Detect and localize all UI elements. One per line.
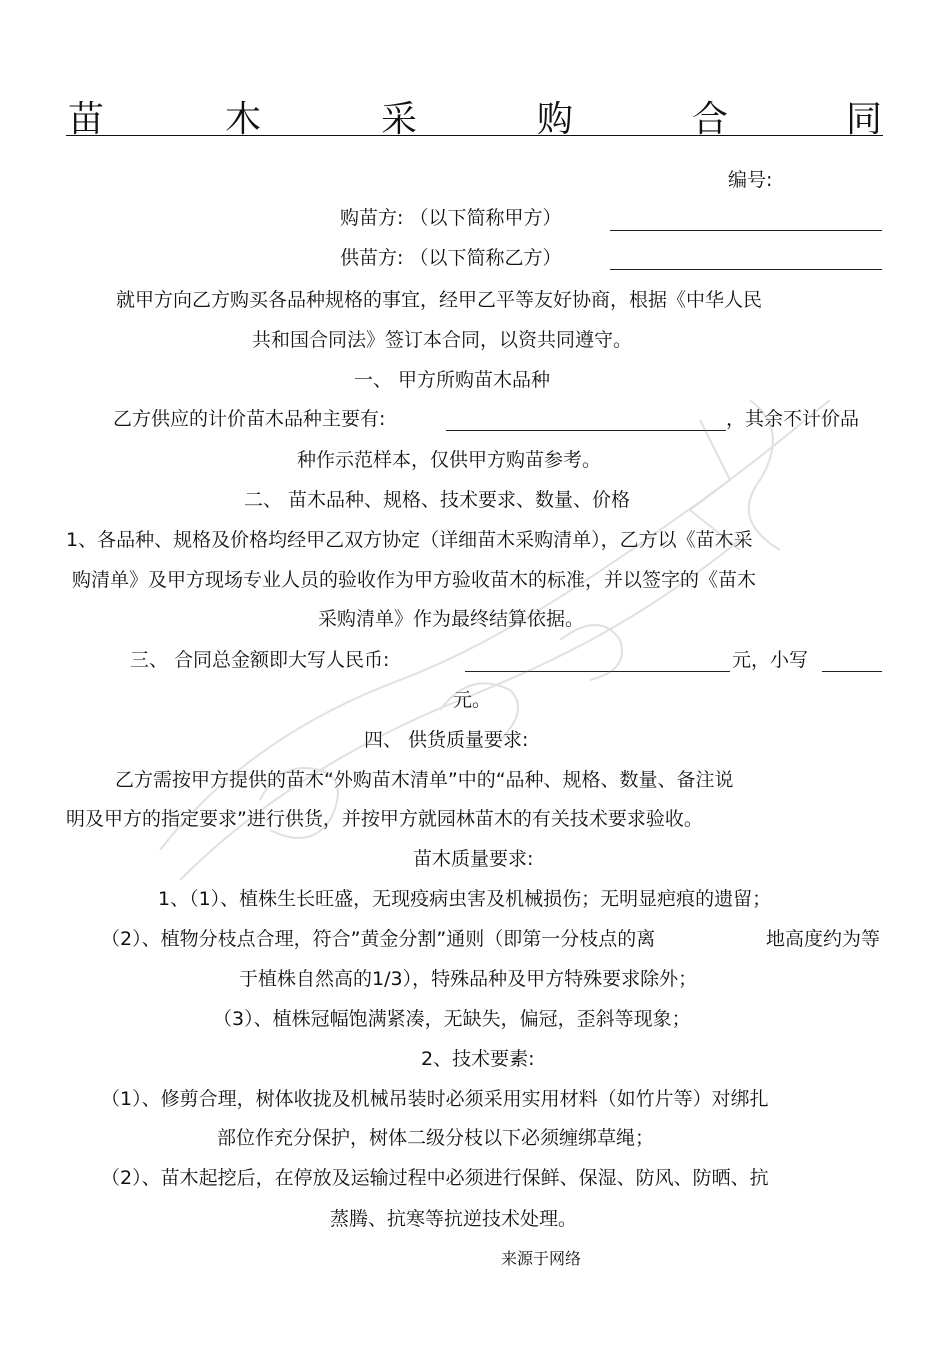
intro-line-2: 共和国合同法》签订本合同，以资共同遵守。 [252,329,633,351]
title-char: 合 [692,99,729,140]
footer-source: 来源于网络 [501,1249,582,1268]
section-1-text-left: 乙方供应的计价苗木品种主要有: [113,408,386,430]
section-2-line-3: 采购清单》作为最终结算依据。 [318,608,585,630]
section-1-text-line-2: 种作示范样本，仅供甲方购苗参考。 [297,449,602,471]
section-4-line-2: 明及甲方的指定要求”进行供货，并按甲方就园林苗木的有关技术要求验收。 [66,808,703,830]
quality-item-2-part-b: 地高度约为等 [766,928,881,950]
title-char: 同 [846,99,883,140]
section-3-text-end: 元。 [453,689,492,711]
quality-item-2-part-a: （2）、植物分枝点合理，符合”黄金分割”通则（即第一分枝点的离 [101,928,656,950]
tech-heading: 2、技术要素: [421,1048,535,1070]
tech-item-1-line-1: （1）、修剪合理，树体收拢及机械吊装时必须采用实用材料（如竹片等）对绑扎 [101,1088,769,1110]
tech-item-1-line-2: 部位作充分保护，树体二级分枝以下必须缠绑草绳； [217,1127,655,1149]
title-char: 木 [225,99,262,140]
section-1-heading: 一、 甲方所购苗木品种 [354,369,551,391]
section-4-line-1: 乙方需按甲方提供的苗木“外购苗木清单”中的“品种、规格、数量、备注说 [115,769,734,791]
section-3-text: 三、 合同总金额即大写人民币: [130,649,390,671]
section-2-line-2: 购清单》及甲方现场专业人员的验收作为甲方验收苗木的标准，并以签字的《苗木 [72,569,757,591]
tech-item-2-line-2: 蒸腾、抗寒等抗逆技术处理。 [330,1208,578,1230]
section-2-heading: 二、 苗木品种、规格、技术要求、数量、价格 [244,489,631,511]
quality-heading: 苗木质量要求: [413,848,534,870]
supplier-blank-line [610,269,882,270]
title-char: 采 [381,99,418,140]
title-char: 苗 [68,99,105,140]
contract-number-label: 编号: [728,169,773,191]
amount-words-blank-line [465,671,730,672]
buyer-label: 购苗方: （以下简称甲方） [340,207,562,229]
section-1-text-right: ，其余不计价品 [726,408,860,430]
section-2-line-1: 1、各品种、规格及价格均经甲乙双方协定（详细苗木采购清单），乙方以《苗木采 [66,529,753,551]
varieties-blank-line [446,430,726,431]
quality-item-3: （3）、植株冠幅饱满紧凑，无缺失，偏冠，歪斜等现象； [213,1008,691,1030]
intro-line-1: 就甲方向乙方购买各品种规格的事宜，经甲乙平等友好协商，根据《中华人民 [116,289,763,311]
quality-item-2-part-c: 于植株自然高的1/3），特殊品种及甲方特殊要求除外； [239,968,698,990]
quality-item-1: 1、（1）、植株生长旺盛，无现疫病虫害及机械损伤；无明显疤痕的遗留； [158,888,772,910]
supplier-label: 供苗方: （以下简称乙方） [340,247,562,269]
title-char: 购 [537,99,574,140]
tech-item-2-line-1: （2）、苗木起挖后，在停放及运输过程中必须进行保鲜、保湿、防风、防晒、抗 [101,1167,769,1189]
section-3-text-mid: 元，小写 [732,649,809,671]
section-4-heading: 四、 供货质量要求: [364,729,529,751]
buyer-blank-line [610,230,882,231]
amount-figures-blank-line [822,671,882,672]
title-underline [66,135,883,136]
